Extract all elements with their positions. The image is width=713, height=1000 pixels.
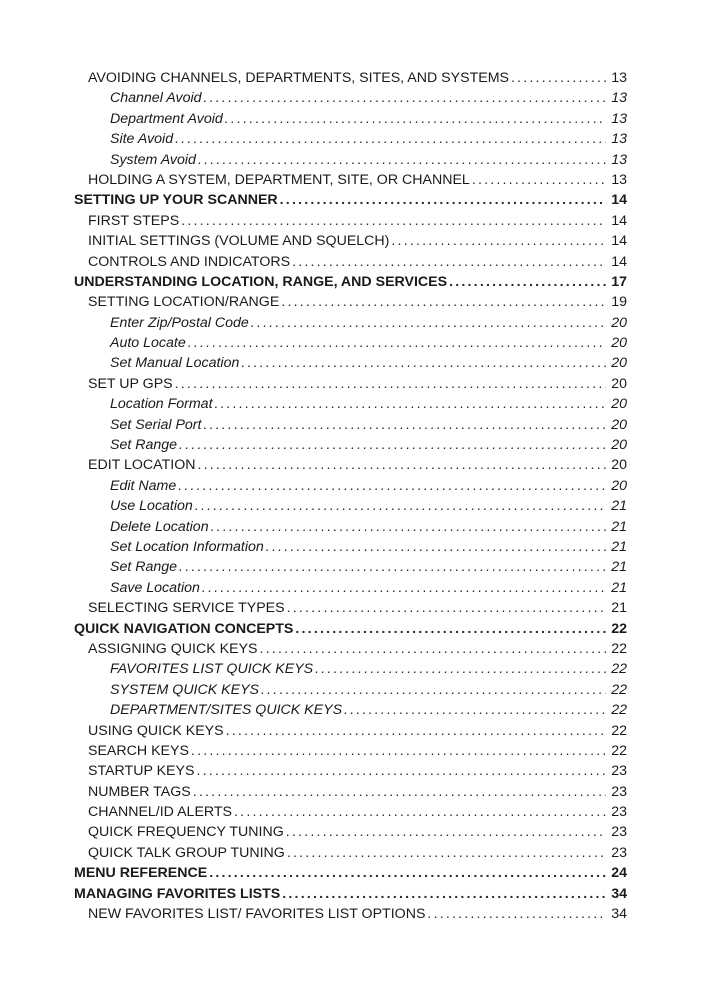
toc-page-number: 23 (611, 824, 627, 841)
toc-entry[interactable] (74, 904, 627, 924)
dot-leader (286, 822, 606, 842)
dot-leader (472, 170, 606, 190)
toc-page-number: 20 (611, 314, 627, 331)
toc-entry-title: System Avoid (110, 151, 196, 168)
dot-leader (215, 394, 606, 414)
dot-leader (282, 884, 606, 904)
dot-leader (427, 904, 606, 924)
dot-leader (175, 129, 606, 149)
toc-page-number: 22 (611, 620, 627, 637)
toc-entry[interactable] (74, 374, 627, 394)
toc-entry[interactable] (74, 231, 627, 251)
dot-leader (175, 374, 606, 394)
toc-entry[interactable] (74, 292, 627, 312)
dot-leader (234, 802, 606, 822)
toc-page-number: 22 (611, 681, 627, 698)
dot-leader (511, 68, 606, 88)
toc-page-number: 20 (611, 355, 627, 372)
dot-leader (280, 190, 606, 210)
dot-leader (225, 109, 606, 129)
toc-section-entry[interactable] (74, 272, 627, 292)
toc-entry-title: Set Range (110, 559, 178, 576)
toc-entry[interactable] (74, 782, 627, 802)
toc-page-number: 13 (611, 151, 627, 168)
dot-leader (179, 435, 606, 455)
toc-entry[interactable] (74, 170, 627, 190)
dot-leader (315, 659, 606, 679)
dot-leader (292, 252, 606, 272)
toc-page-number: 22 (611, 640, 627, 657)
toc-entry[interactable] (74, 252, 627, 272)
toc-entry-title: Delete Location (110, 518, 209, 535)
toc-entry-title: Set Location Information (110, 538, 264, 555)
toc-page-number: 13 (611, 110, 627, 127)
toc-page-number: 20 (611, 416, 627, 433)
toc-entry-title: NUMBER TAGS (88, 783, 191, 800)
dot-leader (179, 557, 606, 577)
toc-page-number: 20 (611, 457, 627, 474)
dot-leader (202, 578, 606, 598)
toc-entry[interactable] (74, 455, 627, 475)
toc-entry-title: SETTING LOCATION/RANGE (88, 294, 280, 311)
dot-leader (287, 598, 606, 618)
dot-leader (287, 843, 606, 863)
toc-entry-title: Edit Name (110, 477, 177, 494)
toc-entry-title: EDIT LOCATION (88, 457, 196, 474)
dot-leader (196, 761, 606, 781)
toc-entry-title: FIRST STEPS (88, 212, 180, 229)
toc-entry-title: Location Format (110, 396, 213, 413)
toc-entry-title: QUICK TALK GROUP TUNING (88, 844, 285, 861)
dot-leader (195, 496, 606, 516)
toc-section-entry[interactable] (74, 190, 627, 210)
toc-page-number: 22 (611, 722, 627, 739)
toc-entry-title: UNDERSTANDING LOCATION, RANGE, AND SERVICES (74, 273, 448, 290)
dot-leader (344, 700, 606, 720)
toc-entry-title: Auto Locate (110, 335, 186, 352)
dot-leader (181, 211, 606, 231)
toc-page-number: 34 (611, 885, 627, 902)
dot-leader (203, 415, 606, 435)
toc-entry[interactable] (74, 802, 627, 822)
toc-entry-title: SYSTEM QUICK KEYS (110, 681, 260, 698)
dot-leader (391, 231, 606, 251)
toc-entry[interactable] (74, 741, 627, 761)
toc-entry-title: SET UP GPS (88, 375, 173, 392)
toc-subentry[interactable] (74, 150, 627, 170)
toc-entry-title: QUICK FREQUENCY TUNING (88, 824, 284, 841)
dot-leader (209, 863, 606, 883)
toc-page-number: 21 (611, 600, 627, 617)
toc-entry-title: SEARCH KEYS (88, 742, 189, 759)
dot-leader (226, 721, 606, 741)
toc-page-number: 23 (611, 763, 627, 780)
dot-leader (281, 292, 606, 312)
dot-leader (178, 476, 606, 496)
toc-page-number: 19 (611, 294, 627, 311)
toc-page-number: 22 (611, 661, 627, 678)
toc-entry-title: AVOIDING CHANNELS, DEPARTMENTS, SITES, AND SYSTEMS (88, 70, 509, 86)
toc-section-entry[interactable] (74, 863, 627, 883)
toc-page-number: 13 (611, 171, 627, 188)
dot-leader (449, 272, 606, 292)
toc-entry-title: SELECTING SERVICE TYPES (88, 600, 285, 617)
toc-page-number: 22 (611, 702, 627, 719)
toc-page-number: 20 (611, 477, 627, 494)
toc-page-number: 20 (611, 396, 627, 413)
toc-entry-title: Set Range (110, 437, 178, 454)
toc-entry-title: Save Location (110, 579, 200, 596)
toc-page-number: 23 (611, 804, 627, 821)
toc-page-number: 23 (611, 783, 627, 800)
toc-page-number: 13 (611, 90, 627, 107)
toc-page-number: 20 (611, 375, 627, 392)
toc-entry-title: MANAGING FAVORITES LISTS (74, 885, 281, 902)
toc-entry-title: SETTING UP YOUR SCANNER (74, 192, 278, 209)
dot-leader (193, 782, 606, 802)
toc-page-number: 21 (611, 518, 627, 535)
toc-subentry[interactable] (74, 88, 627, 108)
toc-entry-title: Department Avoid (110, 110, 223, 127)
toc-page-number: 24 (611, 865, 627, 882)
toc-section-entry[interactable] (74, 619, 627, 639)
toc-subentry[interactable] (74, 680, 627, 700)
toc-page-number: 21 (611, 579, 627, 596)
table-of-contents (74, 68, 627, 924)
toc-subentry[interactable] (74, 129, 627, 149)
toc-subentry[interactable] (74, 394, 627, 414)
toc-subentry[interactable] (74, 435, 627, 455)
toc-entry[interactable] (74, 68, 627, 88)
toc-page-number: 20 (611, 335, 627, 352)
dot-leader (204, 88, 607, 108)
toc-entry-title: DEPARTMENT/SITES QUICK KEYS (110, 702, 343, 719)
dot-leader (295, 619, 606, 639)
toc-subentry[interactable] (74, 578, 627, 598)
toc-entry-title: STARTUP KEYS (88, 763, 195, 780)
toc-subentry[interactable] (74, 557, 627, 577)
toc-entry-title: INITIAL SETTINGS (VOLUME AND SQUELCH) (88, 233, 390, 250)
toc-page-number: 21 (611, 559, 627, 576)
dot-leader (266, 537, 606, 557)
toc-entry-title: ASSIGNING QUICK KEYS (88, 640, 258, 657)
dot-leader (191, 741, 606, 761)
toc-page-number: 21 (611, 498, 627, 515)
toc-subentry[interactable] (74, 353, 627, 373)
toc-page-number: 17 (611, 273, 627, 290)
toc-subentry[interactable] (74, 659, 627, 679)
dot-leader (197, 455, 606, 475)
toc-page-number: 34 (611, 906, 627, 923)
toc-entry-title: NEW FAVORITES LIST/ FAVORITES LIST OPTIONS (88, 906, 426, 923)
toc-page-number: 22 (611, 742, 627, 759)
dot-leader (211, 517, 606, 537)
toc-entry-title: HOLDING A SYSTEM, DEPARTMENT, SITE, OR CHANNEL (88, 171, 470, 188)
toc-subentry[interactable] (74, 333, 627, 353)
toc-page-number: 21 (611, 538, 627, 555)
dot-leader (241, 353, 606, 373)
toc-entry-title: Set Serial Port (110, 416, 202, 433)
toc-entry-title: USING QUICK KEYS (88, 722, 224, 739)
toc-subentry[interactable] (74, 700, 627, 720)
toc-subentry[interactable] (74, 415, 627, 435)
toc-page-number: 14 (611, 212, 627, 229)
toc-entry-title: QUICK NAVIGATION CONCEPTS (74, 620, 294, 637)
dot-leader (261, 680, 606, 700)
toc-entry[interactable] (74, 598, 627, 618)
dot-leader (260, 639, 606, 659)
toc-subentry[interactable] (74, 496, 627, 516)
toc-page-number: 14 (611, 233, 627, 250)
toc-page-number: 13 (611, 131, 627, 148)
toc-subentry[interactable] (74, 537, 627, 557)
toc-entry[interactable] (74, 211, 627, 231)
toc-entry-title: FAVORITES LIST QUICK KEYS (110, 661, 314, 678)
toc-entry-title: Set Manual Location (110, 355, 240, 372)
toc-entry-title: CHANNEL/ID ALERTS (88, 804, 233, 821)
toc-page-number: 14 (611, 253, 627, 270)
dot-leader (251, 313, 606, 333)
toc-entry[interactable] (74, 639, 627, 659)
toc-entry[interactable] (74, 843, 627, 863)
dot-leader (198, 150, 606, 170)
toc-page-number: 13 (611, 70, 627, 86)
toc-entry-title: Site Avoid (110, 131, 174, 148)
toc-subentry[interactable] (74, 313, 627, 333)
toc-subentry[interactable] (74, 476, 627, 496)
toc-page-number: 20 (611, 437, 627, 454)
toc-entry-title: CONTROLS AND INDICATORS (88, 253, 291, 270)
toc-entry-title: Channel Avoid (110, 90, 202, 107)
toc-entry-title: Enter Zip/Postal Code (110, 314, 249, 331)
dot-leader (188, 333, 606, 353)
toc-page-number: 23 (611, 844, 627, 861)
toc-section-entry[interactable] (74, 884, 627, 904)
toc-entry[interactable] (74, 822, 627, 842)
toc-subentry[interactable] (74, 517, 627, 537)
toc-page-number: 14 (611, 192, 627, 209)
toc-entry-title: Use Location (110, 498, 193, 515)
toc-subentry[interactable] (74, 109, 627, 129)
toc-entry-title: MENU REFERENCE (74, 865, 208, 882)
toc-entry[interactable] (74, 761, 627, 781)
toc-entry[interactable] (74, 721, 627, 741)
